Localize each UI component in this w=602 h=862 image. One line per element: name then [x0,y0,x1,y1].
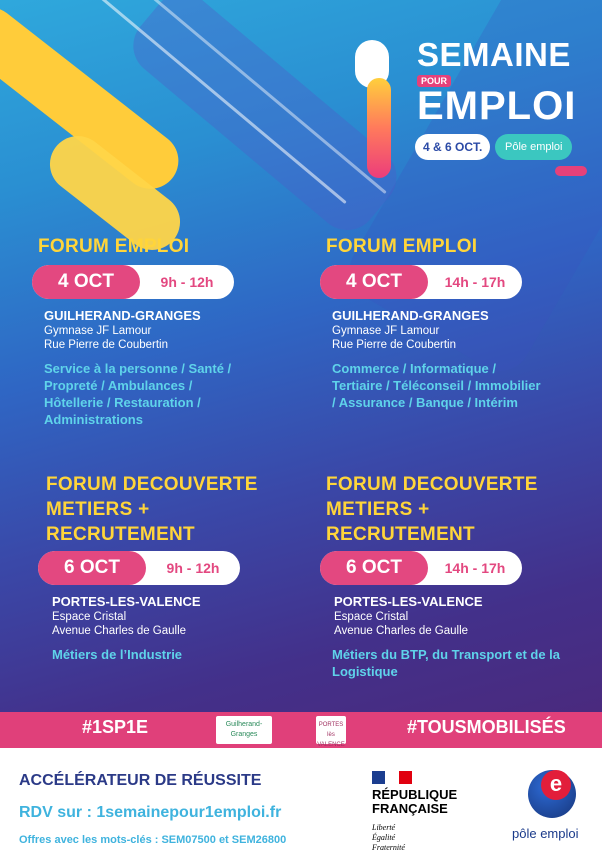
pole-emploi-e-icon: e [541,770,571,800]
accelerateur-heading: ACCÉLÉRATEUR DE RÉUSSITE [19,772,262,789]
event-city: PORTES-LES-VALENCE [334,594,483,609]
event-time: 9h - 12h [160,274,214,290]
motto-liberte: Liberté [372,823,396,832]
motto-fraternite: Fraternité [372,843,405,852]
date-time-pill [38,551,240,585]
logo-one-shape [367,78,391,178]
logo-line1: SEMAINE [417,36,571,73]
event-city: GUILHERAND-GRANGES [332,308,489,323]
event-street: Rue Pierre de Coubertin [332,339,457,351]
event-title: FORUM DECOUVERTE METIERS + RECRUTEMENT [46,474,258,545]
republique-line1: RÉPUBLIQUE [372,787,458,802]
partner-logo-guilherand: Guilherand-Granges [216,716,272,744]
event-street: Avenue Charles de Gaulle [334,625,469,637]
partner-logo-portes: PORTES lès VALENCE [316,716,346,744]
event-time: 14h - 17h [444,274,506,290]
event-date: 4 OCT [32,265,140,299]
event-city: PORTES-LES-VALENCE [52,594,201,609]
logo-partner-badge: Pôle emploi [495,134,572,160]
event-street: Avenue Charles de Gaulle [52,625,187,637]
event-title: FORUM DECOUVERTE METIERS + RECRUTEMENT [326,474,538,545]
french-flag-icon [372,771,412,784]
logo-pour-badge: POUR [417,75,451,87]
event-card [46,472,306,663]
logo-line2: EMPLOI [417,84,577,128]
date-time-pill [320,265,522,299]
motto-egalite: Égalité [372,833,396,842]
event-time: 9h - 12h [166,560,220,576]
event-venue: Gymnase JF Lamour [332,325,440,337]
date-time-pill [320,551,522,585]
event-venue: Espace Cristal [334,611,409,623]
event-venue: Gymnase JF Lamour [44,325,152,337]
offres-keywords: Offres avec les mots-clés : SEM07500 et SEM26800 [19,834,287,846]
event-venue: Espace Cristal [52,611,127,623]
republique-francaise-logo [372,788,457,816]
footer [0,748,602,862]
event-city: GUILHERAND-GRANGES [44,308,201,323]
event-date: 6 OCT [320,551,428,585]
event-sectors: Métiers du BTP, du Transport et de la Logistique [332,647,561,679]
event-date: 6 OCT [38,551,146,585]
event-title: FORUM EMPLOI [326,236,478,257]
event-time: 14h - 17h [444,560,506,576]
hashtag-right: #TOUSMOBILISÉS [407,717,566,737]
rdv-link[interactable]: RDV sur : 1semainepour1emploi.fr [19,804,282,821]
event-logo [345,38,595,178]
event-sectors: Métiers de l’Industrie [52,647,183,662]
hashtag-left: #1SP1E [82,717,149,737]
event-card [326,472,591,680]
event-card [38,234,298,428]
republique-motto [372,823,405,853]
logo-dates-badge: 4 & 6 OCT. [415,134,490,160]
event-sectors: Service à la personne / Santé / Propreté / Ambulances / Hôtellerie / Restauration / Administrations [44,361,232,427]
event-street: Rue Pierre de Coubertin [44,339,169,351]
pole-emploi-wordmark: pôle emploi [512,826,579,841]
date-time-pill [32,265,234,299]
event-sectors: Commerce / Informatique / Tertiaire / Téléconseil / Immobilier / Assurance / Banque / Intérim [332,361,541,410]
republique-line2: FRANÇAISE [372,801,448,816]
event-date: 4 OCT [320,265,428,299]
event-card [326,234,586,411]
hashtag-strip [0,712,602,748]
event-title: FORUM EMPLOI [38,236,190,257]
logo-decor-pill [555,166,587,176]
